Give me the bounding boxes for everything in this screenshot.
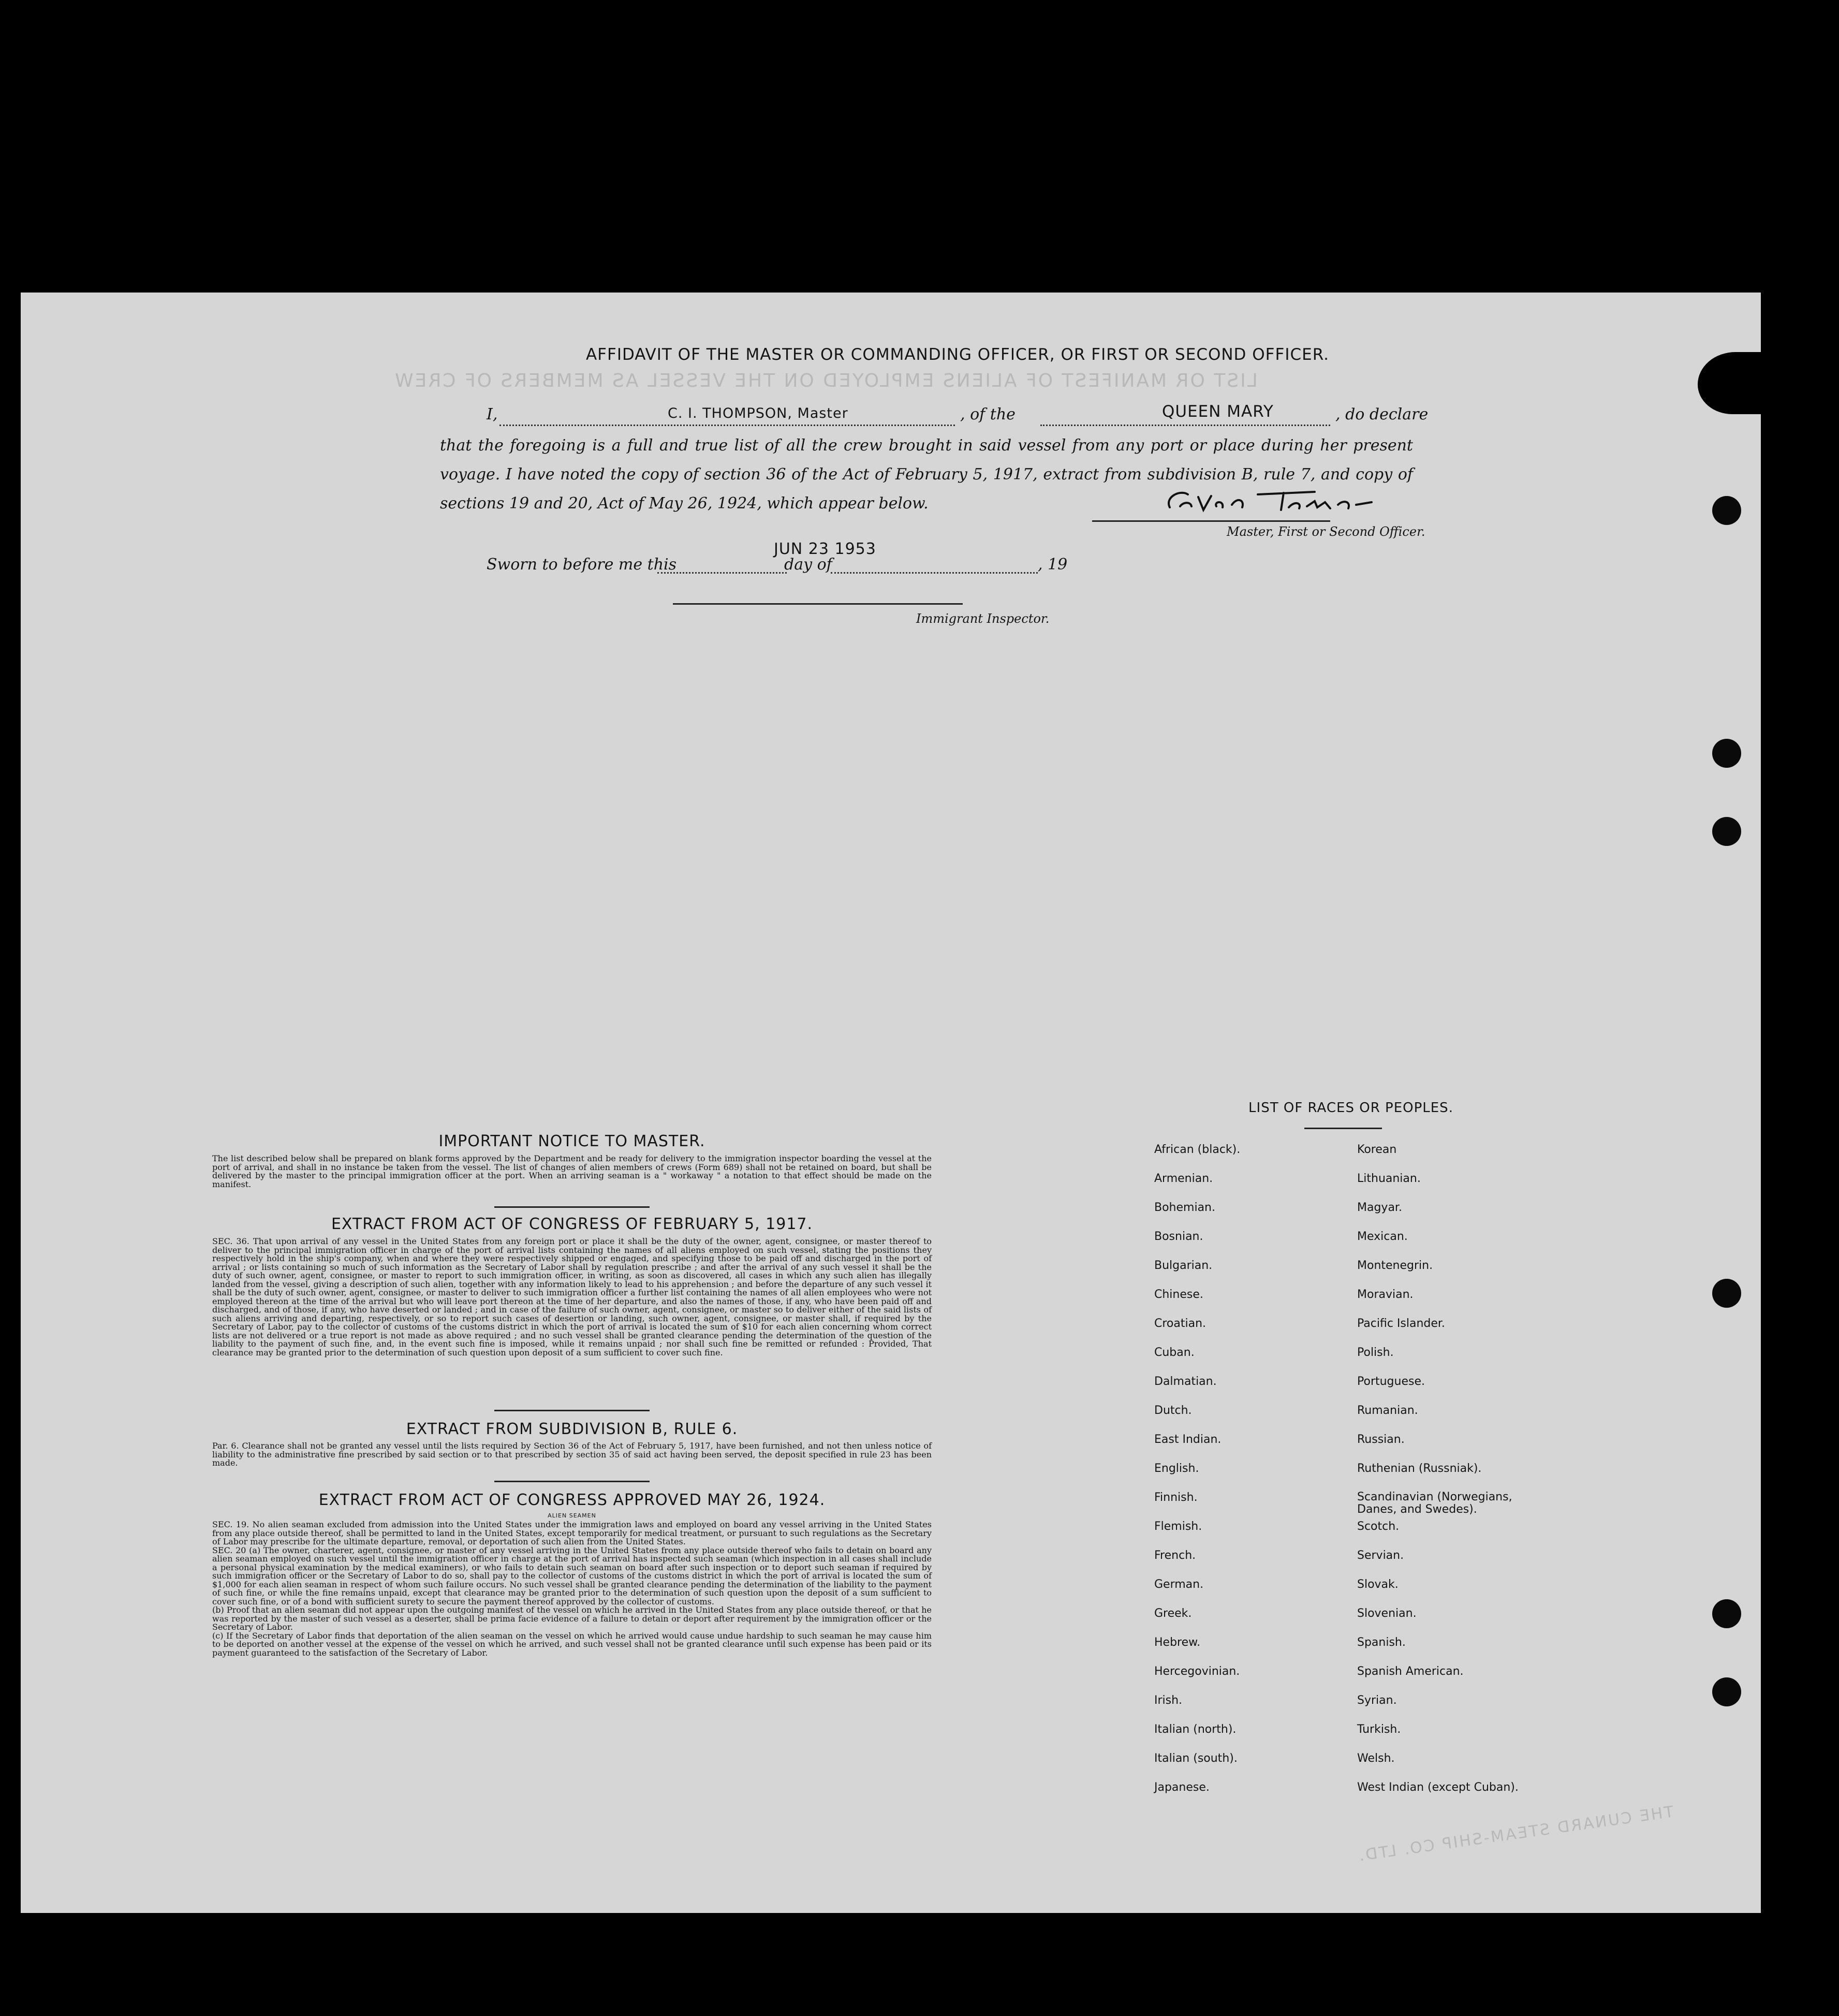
race-item: Turkish.	[1357, 1723, 1401, 1736]
punch-hole	[1712, 817, 1741, 846]
race-item: Spanish American.	[1357, 1665, 1464, 1678]
vessel-name-line	[1040, 425, 1330, 426]
race-item: Dalmatian.	[1154, 1375, 1217, 1388]
declaration-text: that the foregoing is a full and true list of all the crew brought in said vessel from any port or place during her present voyage. I have noted the copy of section 36 of the Act of February 5, 1917, extract from subdivision B, rule 7, and copy of sections 19 and 20, Act of May 26, 1924, which appear below.	[440, 436, 1413, 513]
notice-title: IMPORTANT NOTICE TO MASTER.	[438, 1132, 705, 1150]
affidavit-i-label: I,	[487, 405, 498, 423]
race-item: Dutch.	[1154, 1404, 1192, 1417]
race-item: Italian (north).	[1154, 1723, 1237, 1736]
sworn-label: Sworn to before me this	[487, 556, 677, 574]
punch-hole	[1712, 1599, 1741, 1628]
race-item: Finnish.	[1154, 1491, 1198, 1504]
signature-line	[1092, 520, 1330, 522]
races-divider	[1304, 1128, 1382, 1129]
race-item: Hebrew.	[1154, 1636, 1201, 1649]
section-20b-text: (b) Proof that an alien seaman did not appear upon the outgoing manifest of the vessel on which he arrived in the United States from any place outside thereof, or that he was reported by the master of such vessel as a deserter, shall be prima facie evidence of a failure to detain or deport after requirement by the immigration officer or the Secretary of Labor.	[212, 1605, 932, 1632]
inspector-label: Immigrant Inspector.	[916, 611, 1050, 626]
race-item: Syrian.	[1357, 1694, 1397, 1707]
month-line	[831, 572, 1038, 574]
date-stamp: JUN 23 1953	[774, 540, 876, 558]
race-item: Servian.	[1357, 1549, 1404, 1562]
do-declare-label: , do declare	[1335, 405, 1429, 423]
day-of-label: day of	[784, 556, 832, 574]
race-item: Spanish.	[1357, 1636, 1406, 1649]
notice-text: The list described below shall be prepared on blank forms approved by the Department and be ready for delivery to the immigration inspector boarding the vessel at the port of arrival, and shall in no instance be taken from the vessel. The list of changes of alien members of crews (Form 689) shall not be retained on board, but shall be delivered by the master to the principal immigration officer at the port. When an arriving seaman is a " workaway " a notation to that effect should be made on the manifest.	[212, 1153, 932, 1189]
race-item: German.	[1154, 1578, 1204, 1591]
extract-1917-title: EXTRACT FROM ACT OF CONGRESS OF FEBRUARY 5, 1917.	[331, 1215, 813, 1233]
race-item: Slovenian.	[1357, 1607, 1417, 1620]
race-item: Mexican.	[1357, 1230, 1408, 1243]
sworn-day-line	[657, 572, 787, 574]
race-item: Rumanian.	[1357, 1404, 1418, 1417]
race-item: Ruthenian (Russniak).	[1357, 1462, 1482, 1475]
race-item: West Indian (except Cuban).	[1357, 1781, 1519, 1794]
divider	[494, 1410, 650, 1411]
race-item: Welsh.	[1357, 1752, 1395, 1765]
race-item: Polish.	[1357, 1346, 1394, 1359]
race-item: Irish.	[1154, 1694, 1183, 1707]
race-item: Magyar.	[1357, 1201, 1402, 1214]
race-item: Flemish.	[1154, 1520, 1202, 1533]
race-item: Cuban.	[1154, 1346, 1195, 1359]
section-20c-text: (c) If the Secretary of Labor finds that deportation of the alien seaman on the vessel on which he arrived would cause undue hardship to such seaman he may cause him to be deported on another vessel at the expense of the vessel on which he arrived, and such vessel shall not be granted clearance until such expense has been paid or its payment guaranteed to the satisfaction of the Secretary of Labor.	[212, 1630, 932, 1658]
torn-corner	[1698, 352, 1770, 414]
year-label: , 19	[1038, 556, 1068, 574]
race-item: Bulgarian.	[1154, 1259, 1213, 1272]
races-title: LIST OF RACES OR PEOPLES.	[1248, 1100, 1453, 1116]
extract-1917-text: SEC. 36. That upon arrival of any vessel in the United States from any foreign port or place it shall be the duty of the owner, agent, consignee, or master thereof to deliver to the principal immigration officer in charge of the port of arrival lists containing the names of all aliens employed on such vessel, stating the positions they respectively hold in the ship's company, when and where they were respectively shipped or engaged, and specifying those to be paid off and discharged in the port of arrival ; or lists containing so much of such information as the Secretary of Labor shall by regulation prescribe ; and after the arrival of any such vessel it shall be the duty of such owner, agent, consignee, or master to report to such immigration officer, in writing, as soon as discovered, all cases in which any such alien has illegally landed from the vessel, giving a description of such alien, together with any information likely to lead to his apprehension ; and before the departure of any such vessel it shall be the duty of such owner, agent, consignee, or master to deliver to such immigration officer a further list containing the names of all alien employees who were not employed thereon at the time of the arrival but who will leave port thereon at the time of her departure, and also the names of those, if any, who have been paid off and discharged, and of those, if any, who have deserted or landed ; and in case of the failure of such owner, agent, consignee, or master so to deliver either of the said lists of such aliens arriving and departing, respectively, or so to report such cases of desertion or landing, such owner, agent, consignee, or master shall, if required by the Secretary of Labor, pay to the collector of customs of the customs district in which the port of arrival is located the sum of $10 for each alien concerning whom correct lists are not delivered or a true report is not made as above required ; and no such vessel shall be granted clearance pending the determination of the question of the liability to the payment of such fine, and, in the event such fine is imposed, while it remains unpaid ; nor shall such fine be remitted or refunded : Provided, That clearance may be granted prior to the determination of such question upon deposit of a sum sufficient to cover such fine.	[212, 1236, 932, 1357]
race-item: Bohemian.	[1154, 1201, 1215, 1214]
extract-rule6-text: Par. 6. Clearance shall not be granted any vessel until the lists required by Section 36 of the Act of February 5, 1917, have been furnished, and not then unless notice of liability to the administrative fine prescribed by said section or to that prescribed by section 35 of said act having been served, the deposit specified in rule 23 has been made.	[212, 1441, 932, 1468]
race-item: Slovak.	[1357, 1578, 1399, 1591]
race-item: Italian (south).	[1154, 1752, 1238, 1765]
affidavit-title: AFFIDAVIT OF THE MASTER OR COMMANDING OFFICER, OR FIRST OR SECOND OFFICER.	[585, 345, 1330, 364]
divider	[494, 1481, 650, 1482]
race-item: English.	[1154, 1462, 1199, 1475]
divider	[494, 1206, 650, 1208]
extract-1924-title: EXTRACT FROM ACT OF CONGRESS APPROVED MAY 26, 1924.	[318, 1491, 826, 1509]
bleed-through-stamp: THE CUNARD STEAM-SHIP CO. LTD.	[1356, 1803, 1675, 1865]
master-name: C. I. THOMPSON, Master	[668, 405, 848, 421]
race-item: Croatian.	[1154, 1317, 1207, 1330]
extract-rule6-title: EXTRACT FROM SUBDIVISION B, RULE 6.	[406, 1420, 738, 1438]
race-item: Moravian.	[1357, 1288, 1414, 1301]
race-item: Hercegovinian.	[1154, 1665, 1240, 1678]
punch-hole	[1712, 1677, 1741, 1706]
race-item: Portuguese.	[1357, 1375, 1425, 1388]
punch-hole	[1712, 1279, 1741, 1308]
race-item: Bosnian.	[1154, 1230, 1203, 1243]
race-item: Chinese.	[1154, 1288, 1203, 1301]
race-item: Greek.	[1154, 1607, 1192, 1620]
section-20a-text: SEC. 20 (a) The owner, charterer, agent, consignee, or master of any vessel arriving in the United States from any place outside thereof who fails to detain on board any alien seaman employed on such vessel until the immigration officer in charge at the port of arrival has inspected such seaman (which inspection in all cases shall include a personal physical examination by the medical examiners), or who fails to detain such seaman on board after such inspection or to deport such seaman if required by such immigration officer or the Secretary of Labor to do so, shall pay to the collector of customs of the customs district in which the port of arrival is located the sum of $1,000 for each alien seaman in respect of whom such failure occurs. No such vessel shall be granted clearance pending the determination of the liability to the payment of such fine, or while the fine remains unpaid, except that clearance may be granted prior to the determination of such question upon the deposit of a sum sufficient to cover such fine, or of a bond with sufficient surety to secure the payment thereof approved by the collector of customs.	[212, 1545, 932, 1606]
race-item: Lithuanian.	[1357, 1172, 1421, 1185]
inspector-line	[673, 603, 963, 605]
signature-label: Master, First or Second Officer.	[1227, 524, 1425, 539]
punch-hole	[1712, 739, 1741, 768]
race-item: African (black).	[1154, 1143, 1241, 1156]
race-item: Armenian.	[1154, 1172, 1213, 1185]
race-item: Scandinavian (Norwegians, Danes, and Swedes).	[1357, 1491, 1512, 1516]
alien-seamen-subheading: ALIEN SEAMEN	[548, 1512, 596, 1519]
race-item: East Indian.	[1154, 1433, 1222, 1446]
punch-hole	[1712, 496, 1741, 525]
race-item: Pacific Islander.	[1357, 1317, 1445, 1330]
master-signature	[1159, 481, 1387, 523]
race-item: Japanese.	[1154, 1781, 1210, 1794]
race-item: Russian.	[1357, 1433, 1405, 1446]
vessel-name: QUEEN MARY	[1162, 402, 1274, 421]
extract-1924-body	[212, 1521, 932, 1657]
master-name-line	[499, 425, 955, 426]
race-item: Montenegrin.	[1357, 1259, 1433, 1272]
of-the-label: , of the	[960, 405, 1016, 423]
bleed-through-header: LIST OR MANIFEST OF ALIENS EMPLOYED ON THE VESSEL AS MEMBERS OF CREW	[393, 370, 1258, 391]
section-19-text: SEC. 19. No alien seaman excluded from admission into the United States under the immigration laws and employed on board any vessel arriving in the United States from any place outside thereof, shall be permitted to land in the United States, except temporarily for medical treatment, or pursuant to such regulations as the Secretary of Labor may prescribe for the ultimate departure, removal, or deportation of such alien from the United States.	[212, 1520, 932, 1546]
form-sheet	[21, 293, 1761, 1913]
race-item: Korean	[1357, 1143, 1397, 1156]
race-item: French.	[1154, 1549, 1196, 1562]
race-item: Scotch.	[1357, 1520, 1400, 1533]
